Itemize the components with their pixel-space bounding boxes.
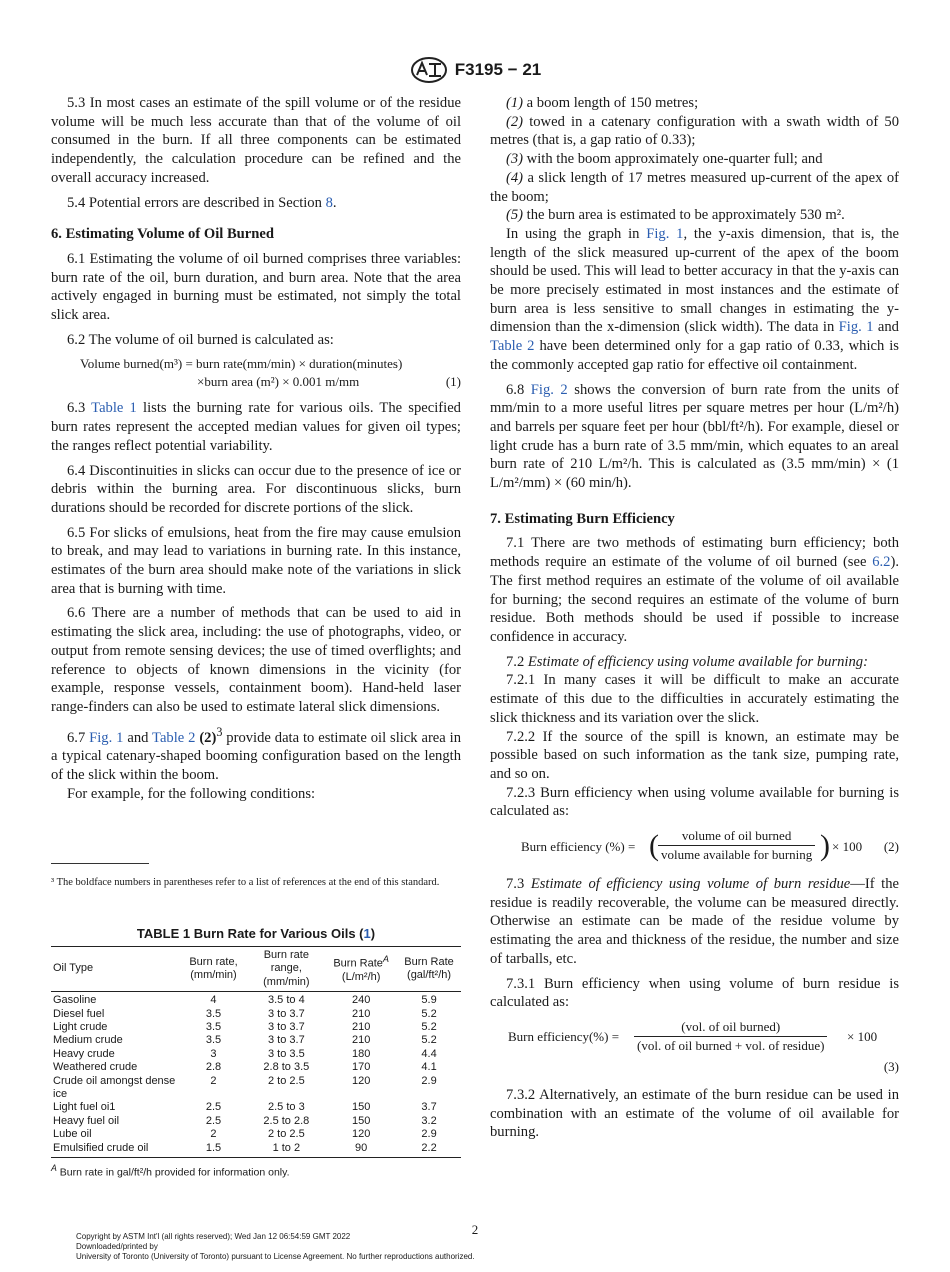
ref-1-link[interactable]: 1 <box>363 926 371 941</box>
col-oil-type: Oil Type <box>51 947 180 992</box>
cell-value: 4 <box>210 994 217 1007</box>
para-6-2: 6.2 The volume of oil burned is calculated as: <box>67 331 334 348</box>
table-row <box>51 1101 461 1114</box>
fig-2-link[interactable]: Fig. 2 <box>530 381 568 398</box>
fig-1-link[interactable]: Fig. 1 <box>89 729 124 746</box>
table-row <box>51 1142 461 1158</box>
cell-value: 4.4 <box>421 1047 437 1060</box>
condition-1: (1) a boom length of 150 metres; <box>506 95 699 111</box>
standard-number: F3195 − 21 <box>454 60 542 79</box>
para-6-3: 6.3 Table 1 lists the burning rate for various oils. The specified burn rates represent the accepted median values for given oil types; the ranges reflect potential variability. <box>51 400 461 454</box>
cell-value: 2 <box>210 1074 217 1087</box>
table-row <box>51 1021 461 1034</box>
cell-value: 3.5 <box>205 1034 222 1047</box>
condition-5: (5) the burn area is estimated to be approximately 530 m². <box>506 207 845 224</box>
cell-oil-type: Light crude <box>53 1021 108 1034</box>
condition-2: (2) towed in a catenary configuration with a swath width of 50 metres (that is, a gap ratio of 0.33); <box>490 113 899 149</box>
col-burn-rate-lm2: Burn Rate$^A$ (L/m²/h) <box>325 947 397 992</box>
table-header-row <box>51 947 461 992</box>
para-graph-usage: In using the graph in Fig. 1, the y-axis dimension, that is, the length of the slick measured up-current of the apex of the boom should be used. This will lead to better accuracy in that the y-axis can be more precisely estimated in most instances and the estimate of burn area is less sensitive to small changes in estimating the y-dimension than the x-dimension (slick width). The data in Fig. 1 and Table 2 have been determined only for a gap ratio of 0.33, which is the commonly accepted gap ratio for effective oil containment. <box>490 225 900 373</box>
cell-value: 3 to 3.7 <box>268 1007 305 1020</box>
cell-oil-type: Crude oil amongst dense ice <box>53 1074 176 1101</box>
cell-value: 4.1 <box>421 1061 437 1074</box>
cell-value: 120 <box>351 1074 371 1087</box>
fig-1-link[interactable]: Fig. 1 <box>646 225 684 242</box>
para-example: For example, for the following conditions: <box>67 785 316 802</box>
table-1-link[interactable]: Table 1 <box>91 400 137 417</box>
cell-value: 3 to 3.5 <box>268 1047 305 1060</box>
table-1-caption: TABLE 1 Burn Rate for Various Oils (1) <box>136 926 376 941</box>
cell-value: 5.2 <box>421 1021 437 1034</box>
cell-value: 2 to 2.5 <box>268 1128 305 1141</box>
cell-value: 240 <box>351 994 371 1007</box>
cell-value: 120 <box>351 1128 371 1141</box>
cell-value: 1.5 <box>180 1142 248 1158</box>
cell-value: 2.5 to 2.8 <box>263 1114 310 1127</box>
equation-2-number: (2) <box>883 839 899 855</box>
cell-value: 3.5 to 4 <box>268 994 305 1007</box>
cell-value: 210 <box>351 1007 371 1020</box>
para-7-3-2: 7.3.2 Alternatively, an estimate of the burn residue can be used in combination with an estimate of the volume of oil available for burning. <box>490 1086 899 1141</box>
right-column <box>490 94 899 1142</box>
para-7-2: 7.2 Estimate of efficiency using volume available for burning: <box>506 653 868 670</box>
footnote-3: ³ The boldface numbers in parentheses refer to a list of references at the end of this standard. <box>51 877 440 888</box>
section-7-heading: 7. Estimating Burn Efficiency <box>490 510 675 527</box>
cell-value: 2.8 <box>205 1061 222 1074</box>
cell-value: 2.5 to 3 <box>268 1101 305 1114</box>
cell-oil-type: Weathered crude <box>53 1061 138 1074</box>
section-6-heading: 6. Estimating Volume of Oil Burned <box>51 226 274 243</box>
section-8-link[interactable]: 8 <box>325 194 333 211</box>
equation-1-line-1: Volume burned(m³) = burn rate(mm/min) × duration(minutes) <box>80 356 403 372</box>
para-6-5: 6.5 For slicks of emulsions, heat from the fire may cause emulsion to break, and may lead to variations in burning rate. In this instance, estimates of the burn area should make note of the variations in slick area that is burning with time. <box>51 524 461 597</box>
cell-value: 3.7 <box>421 1101 437 1114</box>
para-6-6: 6.6 There are a number of methods that can be used to aid in estimating the slick area, including: the use of photographs, video, or output from remote sensing devices; the use of timed overflights; and reference to objects of known dimensions in the vicinity (for example, response vessels, containment boom). Hand-held laser range-finders can also be used to estimate lateral slick dimensions. <box>51 605 461 715</box>
cell-value: 2.2 <box>397 1142 461 1158</box>
cell-oil-type: Gasoline <box>53 994 97 1007</box>
cell-value: 3.5 <box>205 1021 222 1034</box>
cell-value: 5.2 <box>421 1007 437 1020</box>
para-6-8: 6.8 Fig. 2 shows the conversion of burn rate from the units of mm/min to a more useful litres per square metres per hour (L/m²/h) and barrels per square feet per hour (bbl/ft²/h). For example, diesel or light crude has a burn rate of 3.5 mm/min, which equates to an areal burn rate of 210 L/m²/h. This is calculated as (3.5 mm/min) × (1 L/m²/mm) × (60 min/h). <box>490 381 899 492</box>
equation-3-fraction: (vol. of oil burned) (vol. of oil burned + vol. of residue) <box>634 1018 827 1055</box>
cell-value: 1 to 2 <box>247 1142 325 1158</box>
cell-value: 2.9 <box>421 1074 437 1087</box>
cell-oil-type: Light fuel oi1 <box>53 1101 116 1114</box>
equation-2-fraction: volume of oil burned volume available for burning <box>658 827 815 864</box>
table-row <box>51 1008 461 1021</box>
para-7-3-1: 7.3.1 Burn efficiency when using volume of burn residue is calculated as: <box>490 975 899 1011</box>
astm-logo-icon <box>409 56 449 84</box>
para-7-2-1: 7.2.1 In many cases it will be difficult to make an accurate estimate of this due to the difficulties in accurately estimating the slick thickness and its variation over the slick. <box>490 672 899 726</box>
col-burn-rate: Burn rate, (mm/min) <box>180 947 248 992</box>
page-header <box>0 56 950 84</box>
cell-value: 2 to 2.5 <box>268 1074 305 1087</box>
table-row <box>51 1115 461 1128</box>
equation-1-line-2: ×burn area (m²) × 0.001 m/mm (1) <box>197 374 461 390</box>
cell-value: 5.9 <box>421 994 437 1007</box>
cell-value: 150 <box>351 1101 371 1114</box>
col-burn-range: Burn rate range, (mm/min) <box>247 947 325 992</box>
cell-value: 3 to 3.7 <box>268 1034 305 1047</box>
para-6-1: 6.1 Estimating the volume of oil burned comprises three variables: burn rate of the oil, burn duration, and burn area. Note that the area actively engaged in burning must be estimated, not simply the total slick area. <box>51 250 461 324</box>
cell-value: 2.9 <box>421 1128 437 1141</box>
equation-3: Burn efficiency(%) = (vol. of oil burned) (vol. of oil burned + vol. of residue) × 100 (3) <box>508 1018 899 1074</box>
para-7-2-2: 7.2.2 If the source of the spill is known, an estimate may be possible based on such information as the tank size, pumping rate, and so on. <box>490 728 899 782</box>
table-row <box>51 1034 461 1047</box>
cell-value: 2.5 <box>205 1114 222 1127</box>
para-6-7: 6.7 Fig. 1 and Table 2 $(2)^3$ provide data to estimate oil slick area in a typical catenary-shaped booming configuration based on the length of the slick within the boom. <box>51 724 462 783</box>
cell-oil-type: Lube oil <box>53 1128 92 1141</box>
table-row <box>51 1061 461 1074</box>
equation-1-number: (1) <box>445 374 461 390</box>
equation-2: Burn efficiency (%) = ( volume of oil burned volume available for burning ) × 100 (2) <box>521 828 899 863</box>
para-5-3: 5.3 In most cases an estimate of the spill volume or of the residue volume will be much less accurate than that of the volume of oil consumed in the burn. If all three components can be estimated independently, the calculation procedure can be refined and the overall accuracy increased. <box>51 95 461 186</box>
cell-value: 5.2 <box>421 1034 437 1047</box>
para-6-4: 6.4 Discontinuities in slicks can occur due to the presence of ice or debris within the burning area. For discontinuous slicks, burn durations should be recorded for discrete portions of the slick. <box>51 462 461 516</box>
cell-oil-type: Medium crude <box>53 1034 123 1047</box>
burn-rate-table <box>51 946 461 1158</box>
cell-value: 180 <box>351 1047 371 1060</box>
table-2-link[interactable]: Table 2 <box>490 338 535 355</box>
table-row <box>51 1048 461 1061</box>
cell-oil-type: Heavy crude <box>53 1047 115 1060</box>
equation-1 <box>51 355 461 391</box>
cell-value: 90 <box>325 1142 397 1158</box>
cell-oil-type: Emulsified crude oil <box>51 1142 180 1158</box>
section-6-2-link[interactable]: 6.2 <box>872 554 891 571</box>
copyright-notice: Copyright by ASTM Int'l (all rights reserved); Wed Jan 12 06:54:59 GMT 2022 Downloaded/printed by University of Toronto (University of Toronto) pursuant to License Agreement. No further reproductions authorized. <box>76 1232 475 1261</box>
cell-value: 2.5 <box>205 1101 222 1114</box>
footnote-divider <box>51 863 149 864</box>
table-footnote: $^A$ Burn rate in gal/ft²/h provided for information only. <box>51 1163 290 1179</box>
table-row <box>51 1075 461 1102</box>
para-7-2-3: 7.2.3 Burn efficiency when using volume available for burning is calculated as: <box>490 784 899 820</box>
cell-oil-type: Diesel fuel <box>53 1007 105 1020</box>
table-2-link[interactable]: Table 2 <box>152 729 196 746</box>
cell-value: 3 <box>210 1047 217 1060</box>
table-row <box>51 992 461 1008</box>
col-burn-rate-gal: Burn Rate (gal/ft²/h) <box>397 947 461 992</box>
para-7-3: 7.3 Estimate of efficiency using volume of burn residue—If the residue is readily recoverable, the volume can be measured directly. Otherwise an estimate can be made of the residue volume by estimating the area and thickness of the residue, the number and size of tarballs, etc. <box>490 876 899 967</box>
cell-value: 2 <box>210 1128 217 1141</box>
cell-value: 210 <box>351 1034 371 1047</box>
cell-value: 2.8 to 3.5 <box>263 1061 310 1074</box>
fig-1-link[interactable]: Fig. 1 <box>838 319 874 336</box>
left-column <box>51 94 461 803</box>
cell-value: 3 to 3.7 <box>268 1021 305 1034</box>
cell-value: 3.5 <box>205 1007 222 1020</box>
condition-4: (4) a slick length of 17 metres measured up-current of the apex of the boom; <box>490 169 899 205</box>
equation-3-number: (3) <box>883 1058 899 1074</box>
cell-value: 170 <box>351 1061 371 1074</box>
page-number: 2 <box>471 1222 479 1237</box>
cell-value: 3.2 <box>421 1114 437 1127</box>
condition-3: (3) with the boom approximately one-quarter full; and <box>506 151 823 168</box>
cell-oil-type: Heavy fuel oil <box>53 1114 120 1127</box>
cell-value: 150 <box>351 1114 371 1127</box>
para-5-4: 5.4 Potential errors are described in Section 8. <box>67 194 337 211</box>
para-7-1: 7.1 There are two methods of estimating burn efficiency; both methods require an estimate of the volume of oil burned (see 6.2). The first method requires an estimate of the volume of oil available for burning; the second requires an estimate of the volume of burn residue. Both methods should be used if possible to increase confidence in accuracy. <box>490 535 899 645</box>
cell-value: 210 <box>351 1021 371 1034</box>
table-row <box>51 1128 461 1141</box>
